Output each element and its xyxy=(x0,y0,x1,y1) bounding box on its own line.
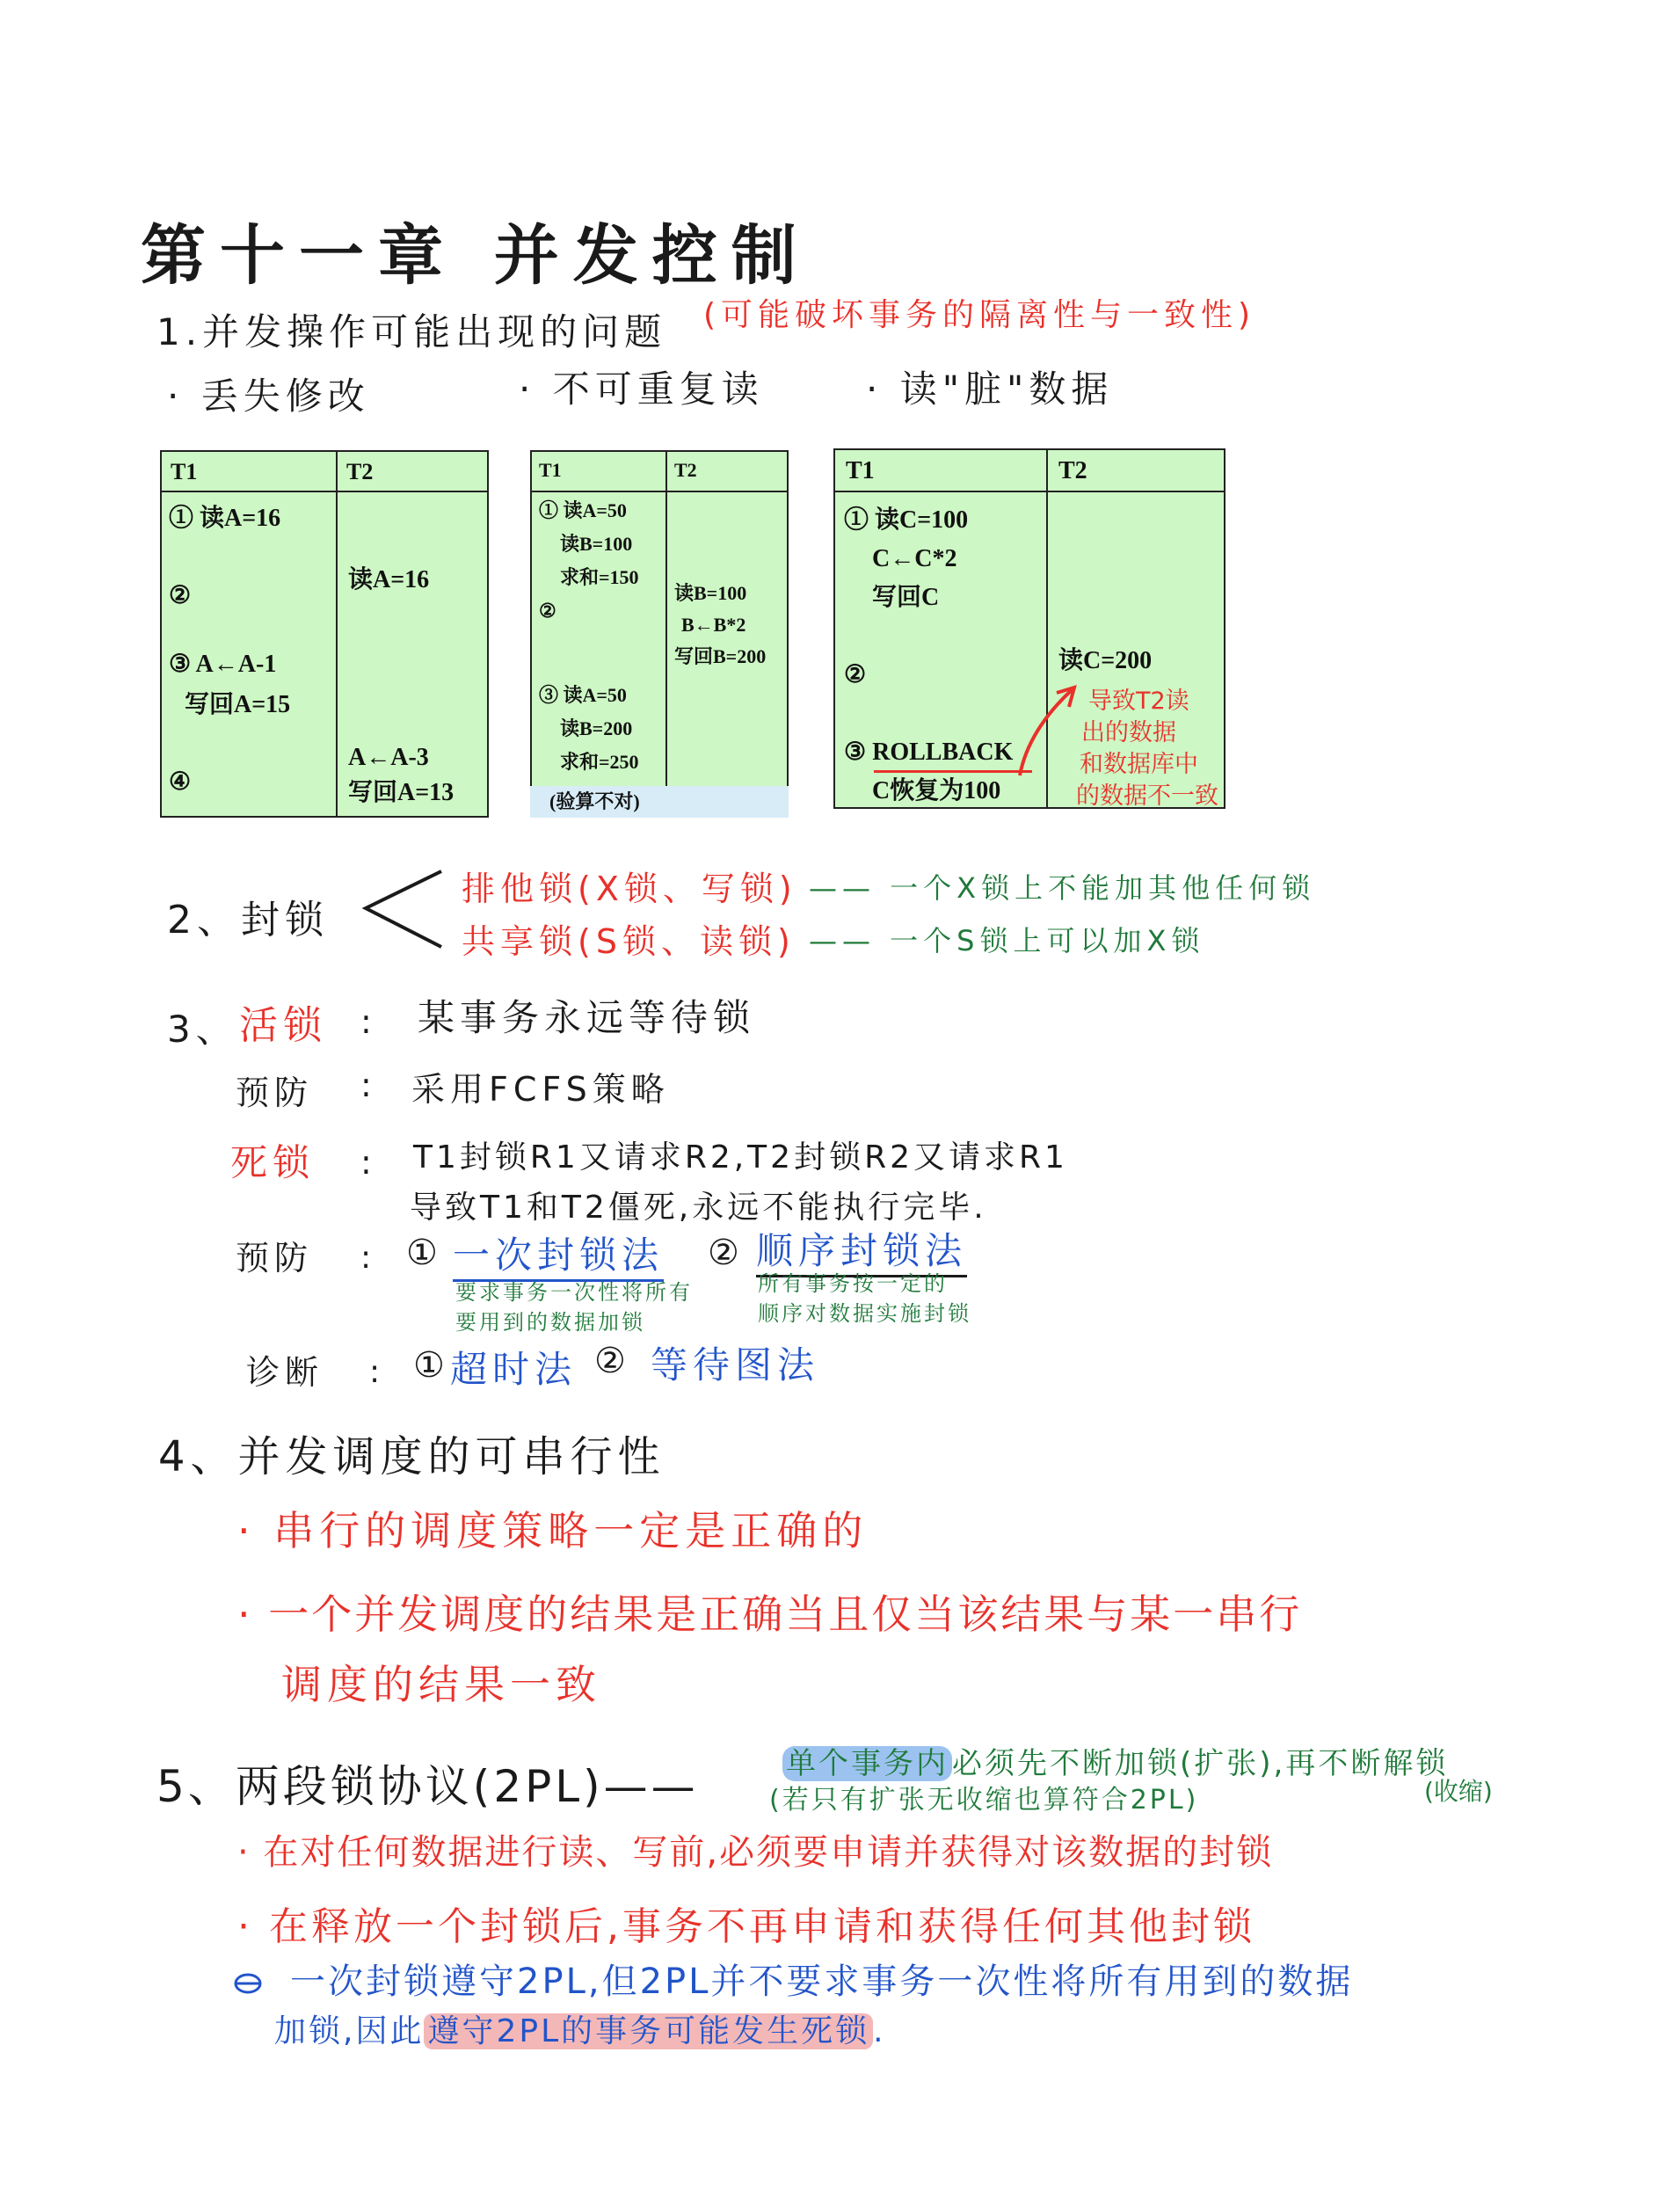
section5-green-note-shrink: (收缩) xyxy=(1424,1777,1493,1806)
table-cell: 求和=250 xyxy=(560,751,639,773)
section4-bullet-2a: · 一个并发调度的结果是正确当且仅当该结果与某一串行 xyxy=(237,1590,1303,1638)
table-nonrepeatable-read xyxy=(530,450,789,788)
table-header-t1: T1 xyxy=(171,459,198,484)
table-cell: 写回A=13 xyxy=(348,779,455,806)
livelock-label: 活锁 xyxy=(239,1003,327,1048)
method1-note-2: 要用到的数据加锁 xyxy=(455,1310,645,1335)
note-marker-icon xyxy=(230,1966,265,2001)
bullet-nonrepeatable-read: · 不可重复读 xyxy=(519,368,764,411)
colon: : xyxy=(360,1143,377,1182)
diag1-number: ① xyxy=(413,1345,445,1386)
section5-note-line-1: 一次封锁遵守2PL,但2PL并不要求事务一次性将所有用到的数据 xyxy=(290,1961,1354,2002)
note-text: 加锁,因此 xyxy=(274,2013,425,2049)
wait-for-graph-method: 等待图法 xyxy=(651,1343,820,1386)
table-cell: 读B=100 xyxy=(674,582,747,604)
table-cell: 读C=200 xyxy=(1058,647,1153,674)
table-cell: ③ A←A-1 xyxy=(169,651,277,678)
table-header-t2: T2 xyxy=(1058,457,1087,484)
table-cell: B←B*2 xyxy=(681,614,746,636)
section5-bullet-2: · 在释放一个封锁后,事务不再申请和获得任何其他封锁 xyxy=(237,1904,1255,1949)
section5-bullet-1: · 在对任何数据进行读、写前,必须要申请并获得对该数据的封锁 xyxy=(237,1832,1274,1873)
deadlock-definition-1: T1封锁R1又请求R2,T2封锁R2又请求R1 xyxy=(413,1139,1068,1175)
note-text: . xyxy=(873,2013,886,2049)
table-cell: 读A=16 xyxy=(348,566,430,593)
highlight-2pl-deadlock: 遵守2PL的事务可能发生死锁 xyxy=(424,2013,873,2049)
section5-green-note-2: (若只有扩张无收缩也算符合2PL) xyxy=(769,1785,1199,1816)
table-cell: 写回B=200 xyxy=(674,645,767,667)
table-cell: 写回C xyxy=(872,584,940,611)
deadlock-definition-2: 导致T1和T2僵死,永远不能执行完毕. xyxy=(410,1190,987,1226)
section4-bullet-2b: 调度的结果一致 xyxy=(281,1661,601,1708)
section1-heading: 1.并发操作可能出现的问题 xyxy=(156,310,667,353)
note-line: 的数据不一致 xyxy=(1076,782,1218,810)
section5-note-line-2 xyxy=(274,2006,886,2051)
table-cell: ① 读A=16 xyxy=(169,505,281,532)
prevent-label: 预防 xyxy=(236,1074,314,1112)
prevent-label: 预防 xyxy=(236,1239,314,1277)
note-line: 出的数据 xyxy=(1081,719,1176,746)
section2-heading: 2、封锁 xyxy=(167,898,329,943)
table-cell: C←C*2 xyxy=(872,545,957,572)
table-cell: 写回A=15 xyxy=(185,691,291,718)
table-cell: 读B=200 xyxy=(560,717,633,739)
method1-number: ① xyxy=(406,1233,438,1273)
livelock-definition: 某事务永远等待锁 xyxy=(418,996,756,1039)
table-cell: A←A-3 xyxy=(348,744,429,771)
table-cell: ① 读A=50 xyxy=(539,499,627,521)
s-lock-label: 共享锁(S锁、读锁) xyxy=(462,922,796,961)
method2-note-2: 顺序对数据实施封锁 xyxy=(758,1301,971,1326)
note-text: 必须先不断加锁(扩张),再不断解锁 xyxy=(952,1746,1449,1781)
bracket-icon xyxy=(360,866,448,954)
diag2-number: ② xyxy=(594,1341,626,1381)
table-header-t1: T1 xyxy=(539,459,562,481)
x-lock-label: 排他锁(X锁、写锁) xyxy=(462,870,797,908)
section5-green-note-1 xyxy=(782,1739,1448,1782)
section5-heading: 5、两段锁协议(2PL)—— xyxy=(156,1761,699,1812)
table-cell: C恢复为100 xyxy=(872,777,1001,804)
page-title: 第十一章 并发控制 xyxy=(141,218,811,294)
section4-bullet-1: · 串行的调度策略一定是正确的 xyxy=(237,1507,869,1554)
table-cell: 求和=150 xyxy=(560,566,639,588)
table-cell: ④ xyxy=(169,768,192,796)
note-line: 导致T2读 xyxy=(1088,688,1189,715)
x-lock-desc: —— 一个X锁上不能加其他任何锁 xyxy=(809,871,1316,905)
section1-note: (可能破坏事务的隔离性与一致性) xyxy=(703,297,1256,333)
s-lock-desc: —— 一个S锁上可以加X锁 xyxy=(809,924,1205,957)
table2-caption: (验算不对) xyxy=(530,786,789,818)
table-cell: ③ 读A=50 xyxy=(539,684,627,706)
colon: : xyxy=(360,1066,377,1104)
table3-note xyxy=(1076,686,1264,812)
table-cell: ② xyxy=(844,661,867,688)
method-ordered-locking: 顺序封锁法 xyxy=(756,1222,967,1277)
diagnosis-label: 诊断 xyxy=(246,1353,324,1392)
table-header-t2: T2 xyxy=(674,459,697,481)
rollback-underline xyxy=(874,770,1032,773)
section4-heading: 4、并发调度的可串行性 xyxy=(158,1432,665,1481)
colon: : xyxy=(360,1240,377,1276)
note-line: 和数据库中 xyxy=(1080,751,1198,778)
method-one-time-locking: 一次封锁法 xyxy=(453,1226,664,1282)
table-header-t1: T1 xyxy=(846,457,875,484)
bullet-dirty-read: · 读"脏"数据 xyxy=(866,368,1114,411)
section3-number: 3、 xyxy=(167,1008,238,1051)
table-cell: ② xyxy=(169,582,192,609)
livelock-prevention: 采用FCFS策略 xyxy=(411,1070,670,1109)
timeout-method: 超时法 xyxy=(450,1348,578,1391)
bullet-lost-update: · 丢失修改 xyxy=(167,375,370,418)
table-lost-update xyxy=(160,450,489,818)
method1-note-1: 要求事务一次性将所有 xyxy=(455,1280,693,1305)
method2-note-1: 所有事务按一定的 xyxy=(758,1271,948,1296)
table-cell: ① 读C=100 xyxy=(844,506,969,534)
colon: : xyxy=(360,1002,377,1041)
colon: : xyxy=(369,1354,386,1390)
table-cell: ③ ROLLBACK xyxy=(844,739,1014,766)
table-cell: ② xyxy=(539,600,556,622)
table-cell: 读B=100 xyxy=(560,533,633,555)
method2-number: ② xyxy=(708,1233,739,1273)
deadlock-label: 死锁 xyxy=(230,1141,316,1184)
highlight-single-transaction: 单个事务内 xyxy=(782,1746,952,1781)
table-header-t2: T2 xyxy=(346,459,374,484)
red-arrow xyxy=(1011,677,1090,782)
